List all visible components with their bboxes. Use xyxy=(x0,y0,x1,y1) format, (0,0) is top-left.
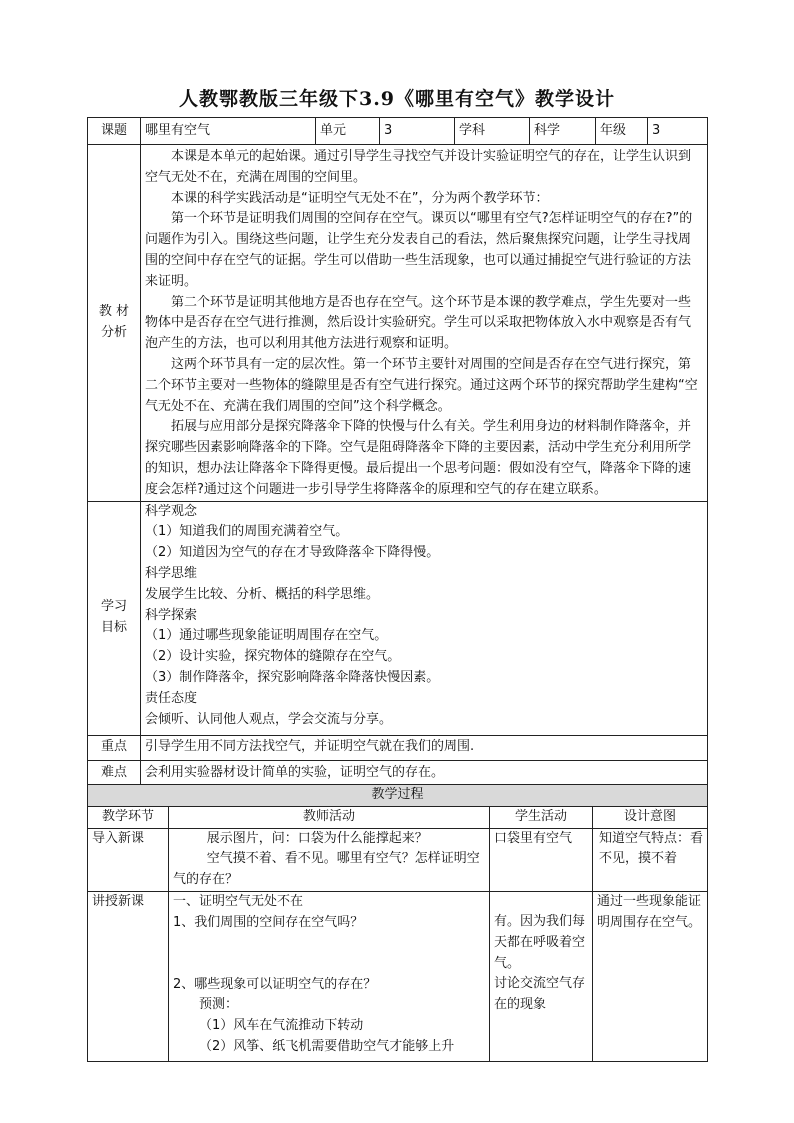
teaching-process-table xyxy=(87,784,708,1062)
subject-value: 科学 xyxy=(530,118,596,145)
goal-line: （2）设计实验，探究物体的缝隙存在空气。 xyxy=(145,649,401,665)
lesson-info-table xyxy=(87,117,708,787)
difficulty-text: 会利用实验器材设计简单的实验，证明空气的存在。 xyxy=(141,760,708,786)
analysis-content xyxy=(141,145,708,502)
analysis-paragraph: 拓展与应用部分是探究降落伞下降的快慢与什么有关。学生利用身边的材料制作降落伞，并探究哪些因素影响降落伞的下降。空气是阻碍降落伞下降的主要因素，活动中学生充分利用所学的知识，想办法让降落伞下降得更慢。最后提出一个思考问题：假如没有空气，降落伞下降的速度会怎样?通过这个问题进一步引导学生将降落伞的原理和空气的存在建立联系。 xyxy=(145,419,692,497)
analysis-paragraph: 本课的科学实践活动是“证明空气无处不在”，分为两个教学环节： xyxy=(171,190,549,206)
grade-value: 3 xyxy=(648,118,708,145)
key-point-text: 引导学生用不同方法找空气，并证明空气就在我们的周围. xyxy=(141,735,708,760)
unit-label: 单元 xyxy=(316,118,380,145)
info-row xyxy=(88,118,708,145)
goals-label: 学习 目标 xyxy=(88,501,141,735)
column-header-intent: 设计意图 xyxy=(593,806,708,828)
subject-label: 学科 xyxy=(455,118,530,145)
unit-value: 3 xyxy=(380,118,455,145)
analysis-paragraph: 本课是本单元的起始课。通过引导学生寻找空气并设计实验证明空气的存在，让学生认识到空气无处不在，充满在周围的空间里。 xyxy=(145,149,692,185)
difficulty-label: 难点 xyxy=(88,760,141,786)
goal-line: （1）知道我们的周围充满着空气。 xyxy=(145,524,349,540)
goals-row xyxy=(88,501,708,735)
student-line: 讨论交流空气存在的现象 xyxy=(494,976,586,1013)
grade-label: 年级 xyxy=(596,118,648,145)
document-title: 人教鄂教版三年级下3.9《哪里有空气》教学设计 xyxy=(178,88,616,110)
goal-line: 科学思维 xyxy=(145,565,198,581)
student-line: 有。因为我们每天都在呼吸着空气。 xyxy=(494,913,586,971)
stage-cell: 讲授新课 xyxy=(88,891,169,1061)
column-header-student: 学生活动 xyxy=(490,806,593,828)
teacher-line: （2）风筝、纸飞机需要借助空气才能够上升 xyxy=(199,1038,455,1054)
goal-line: （3）制作降落伞，探究影响降落伞降落快慢因素。 xyxy=(145,669,440,685)
goal-line: 会倾听、认同他人观点，学会交流与分享。 xyxy=(145,711,393,727)
teacher-line: （1）风车在气流推动下转动 xyxy=(199,1018,364,1034)
teacher-line: 2、哪些现象可以证明空气的存在？ xyxy=(173,976,377,992)
analysis-paragraph: 第二个环节是证明其他地方是否也存在空气。这个环节是本课的教学难点，学生先要对一些物体中是否存在空气进行推测，然后设计实验研究。学生可以采取把物体放入水中观察是否有气泡产生的方法，也可以利用其他方法进行观察和证明。 xyxy=(145,294,692,352)
analysis-label: 教 材 分析 xyxy=(88,145,141,502)
teacher-line: 空气摸不着、看不见。哪里有空气？怎样证明空气的存在？ xyxy=(173,851,480,888)
key-point-row xyxy=(88,735,708,760)
teacher-line: 预测： xyxy=(199,997,239,1013)
goal-line: 科学探索 xyxy=(145,607,198,623)
goals-content xyxy=(141,501,708,735)
process-row-intro xyxy=(88,828,708,891)
difficulty-row xyxy=(88,760,708,786)
key-point-label: 重点 xyxy=(88,735,141,760)
teacher-line: 展示图片，问：口袋为什么能撑起来？ xyxy=(206,830,428,846)
analysis-paragraph: 第一个环节是证明我们周围的空间存在空气。课页以“哪里有空气?怎样证明空气的存在?”的问题作为引入。围绕这些问题，让学生充分发表自己的看法，然后聚焦探究问题，让学生寻找周围的空间中存在空气的证据。学生可以借助一些生活现象，也可以通过捕捉空气进行验证的方法来证明。 xyxy=(145,211,693,289)
teacher-line: 1、我们周围的空间存在空气吗？ xyxy=(173,914,364,930)
student-activity-cell xyxy=(490,891,593,1061)
column-header-stage: 教学环节 xyxy=(88,806,169,828)
goal-line: 科学观念 xyxy=(145,503,198,519)
column-header-teacher: 教师活动 xyxy=(169,806,490,828)
goal-line: （2）知道因为空气的存在才导致降落伞下降得慢。 xyxy=(145,545,440,561)
goal-line: 发展学生比较、分析、概括的科学思维。 xyxy=(145,586,380,602)
student-activity-cell: 口袋里有空气 xyxy=(490,828,593,891)
process-column-row xyxy=(88,806,708,828)
teacher-activity-cell xyxy=(169,891,490,1061)
goal-line: 责任态度 xyxy=(145,690,198,706)
design-intent-cell: 通过一些现象能证明周围存在空气。 xyxy=(593,891,708,1061)
topic-value: 哪里有空气 xyxy=(141,118,316,145)
process-header-row xyxy=(88,785,708,807)
topic-label: 课题 xyxy=(88,118,141,145)
process-row-new-lesson xyxy=(88,891,708,1061)
stage-cell: 导入新课 xyxy=(88,828,169,891)
analysis-row xyxy=(88,145,708,502)
analysis-paragraph: 这两个环节具有一定的层次性。第一个环节主要针对周围的空间是否存在空气进行探究，第二个环节主要对一些物体的缝隙里是否有空气进行探究。通过这两个环节的探究帮助学生建构“空气无处不在、充满在我们周围的空间”这个科学概念。 xyxy=(145,356,698,414)
process-header: 教学过程 xyxy=(88,785,708,807)
teacher-line: 一、证明空气无处不在 xyxy=(173,893,304,909)
goal-line: （1）通过哪些现象能证明周围存在空气。 xyxy=(145,628,388,644)
teacher-activity-cell xyxy=(169,828,490,891)
design-intent-cell: 知道空气特点：看不见，摸不着 xyxy=(593,828,708,891)
